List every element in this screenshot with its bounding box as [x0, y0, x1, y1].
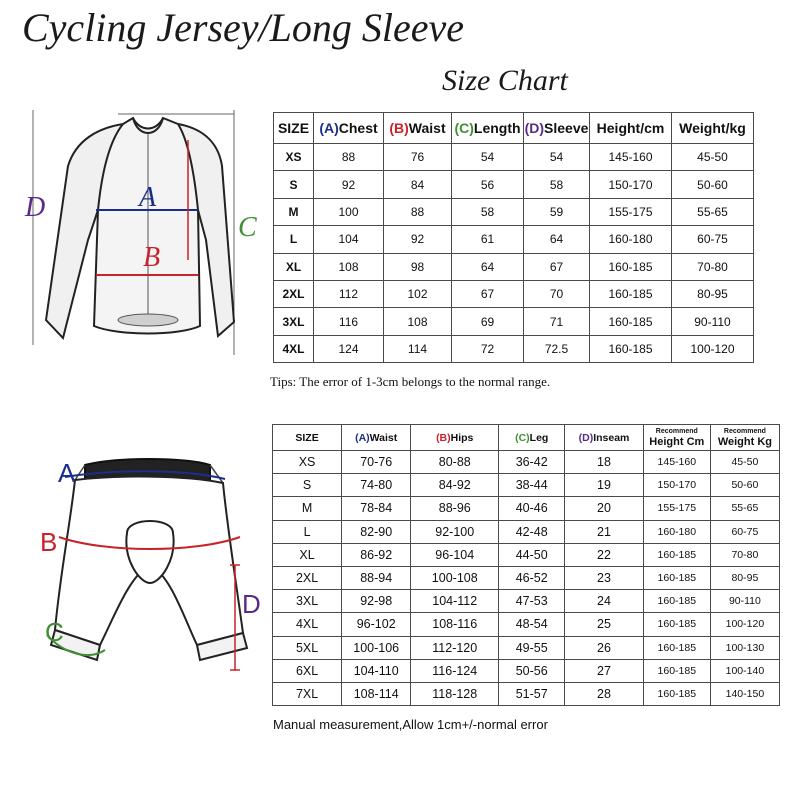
table-cell: 160-185: [643, 659, 710, 682]
table-cell: 5XL: [273, 636, 342, 659]
table-cell: 114: [384, 335, 452, 362]
table-cell: 160-185: [643, 682, 710, 705]
table-cell: 48-54: [499, 613, 565, 636]
table-cell: 84: [384, 171, 452, 198]
table-cell: 21: [565, 520, 644, 543]
table-cell: L: [273, 520, 342, 543]
table-row: [274, 280, 754, 307]
table-cell: 108: [314, 253, 384, 280]
table-cell: 50-60: [672, 171, 754, 198]
table-row: [273, 474, 780, 497]
table-cell: 60-75: [672, 226, 754, 253]
table-cell: 44-50: [499, 543, 565, 566]
header-size: SIZE: [274, 113, 314, 144]
table-cell: 42-48: [499, 520, 565, 543]
table-cell: 100-120: [672, 335, 754, 362]
jersey-label-c: C: [238, 212, 257, 243]
table-header-row: [274, 113, 754, 144]
table-cell: 61: [452, 226, 524, 253]
table-cell: 84-92: [411, 474, 499, 497]
table-cell: 20: [565, 497, 644, 520]
table-cell: 59: [524, 198, 590, 225]
shorts-size-table: [272, 424, 780, 706]
shorts-label-c: C: [45, 617, 64, 647]
table-cell: 160-185: [590, 253, 672, 280]
table-row: [273, 613, 780, 636]
table-cell: 22: [565, 543, 644, 566]
size-chart-subtitle: Size Chart: [442, 64, 568, 97]
table-cell: 55-65: [672, 198, 754, 225]
table-cell: 90-110: [672, 308, 754, 335]
header-size: SIZE: [273, 425, 342, 451]
table-cell: 104-110: [342, 659, 411, 682]
table-cell: 108-114: [342, 682, 411, 705]
table-cell: 50-56: [499, 659, 565, 682]
table-cell: XL: [274, 253, 314, 280]
table-row: [274, 198, 754, 225]
tips-text: Tips: The error of 1-3cm belongs to the normal range.: [270, 374, 551, 389]
table-cell: 82-90: [342, 520, 411, 543]
table-cell: 160-185: [590, 280, 672, 307]
table-cell: 92-100: [411, 520, 499, 543]
header-inseam: (D)Inseam: [565, 425, 644, 451]
table-cell: 100-120: [710, 613, 779, 636]
jersey-size-table: [273, 112, 754, 363]
table-cell: 80-95: [672, 280, 754, 307]
table-cell: 24: [565, 590, 644, 613]
header-waist: (B)Waist: [384, 113, 452, 144]
shorts-drawing: [45, 455, 275, 685]
table-cell: 55-65: [710, 497, 779, 520]
table-header-row: [273, 425, 780, 451]
table-cell: 18: [565, 451, 644, 474]
table-cell: 36-42: [499, 451, 565, 474]
table-cell: 160-185: [643, 613, 710, 636]
table-cell: 86-92: [342, 543, 411, 566]
table-cell: 70-76: [342, 451, 411, 474]
table-cell: 78-84: [342, 497, 411, 520]
table-cell: 88: [314, 144, 384, 171]
table-cell: 100: [314, 198, 384, 225]
table-cell: 90-110: [710, 590, 779, 613]
table-cell: 71: [524, 308, 590, 335]
table-cell: 4XL: [273, 613, 342, 636]
table-cell: 160-185: [643, 590, 710, 613]
table-cell: 60-75: [710, 520, 779, 543]
table-row: [273, 451, 780, 474]
table-row: [274, 253, 754, 280]
table-row: [273, 682, 780, 705]
table-cell: 150-170: [643, 474, 710, 497]
table-cell: 64: [524, 226, 590, 253]
table-cell: 116: [314, 308, 384, 335]
table-cell: 28: [565, 682, 644, 705]
table-cell: 50-60: [710, 474, 779, 497]
table-cell: 80-95: [710, 566, 779, 589]
table-cell: 26: [565, 636, 644, 659]
table-cell: 58: [524, 171, 590, 198]
table-row: [274, 308, 754, 335]
table-cell: 80-88: [411, 451, 499, 474]
table-cell: 40-46: [499, 497, 565, 520]
table-cell: 6XL: [273, 659, 342, 682]
table-cell: 100-106: [342, 636, 411, 659]
table-cell: 45-50: [672, 144, 754, 171]
table-cell: 7XL: [273, 682, 342, 705]
table-cell: XL: [273, 543, 342, 566]
table-cell: 160-185: [590, 308, 672, 335]
header-rec-weight: Recommend Weight Kg: [710, 425, 779, 451]
table-cell: 150-170: [590, 171, 672, 198]
table-cell: 92: [384, 226, 452, 253]
table-cell: 3XL: [273, 590, 342, 613]
table-cell: XS: [273, 451, 342, 474]
header-hips: (B)Hips: [411, 425, 499, 451]
table-row: [274, 226, 754, 253]
table-row: [273, 636, 780, 659]
shorts-label-b: B: [40, 527, 58, 557]
table-cell: 145-160: [590, 144, 672, 171]
jersey-label-b: B: [143, 242, 161, 273]
table-row: [274, 335, 754, 362]
shorts-illustration: [45, 455, 275, 685]
table-cell: 96-104: [411, 543, 499, 566]
table-cell: 72: [452, 335, 524, 362]
table-cell: 70-80: [672, 253, 754, 280]
table-cell: 49-55: [499, 636, 565, 659]
table-cell: 70-80: [710, 543, 779, 566]
header-leg: (C)Leg: [499, 425, 565, 451]
table-cell: 92: [314, 171, 384, 198]
table-cell: 70: [524, 280, 590, 307]
table-cell: 69: [452, 308, 524, 335]
table-cell: 160-180: [590, 226, 672, 253]
table-cell: 47-53: [499, 590, 565, 613]
table-cell: 104: [314, 226, 384, 253]
table-row: [273, 659, 780, 682]
header-weight: Weight/kg: [672, 113, 754, 144]
header-rec-height: Recommend Height Cm: [643, 425, 710, 451]
table-cell: 19: [565, 474, 644, 497]
table-cell: 155-175: [590, 198, 672, 225]
table-cell: 88-96: [411, 497, 499, 520]
table-cell: 25: [565, 613, 644, 636]
table-cell: 74-80: [342, 474, 411, 497]
table-cell: 96-102: [342, 613, 411, 636]
table-cell: S: [273, 474, 342, 497]
table-cell: 160-185: [590, 335, 672, 362]
table-cell: 58: [452, 198, 524, 225]
header-length: (C)Length: [452, 113, 524, 144]
table-row: [273, 520, 780, 543]
table-cell: 27: [565, 659, 644, 682]
table-cell: 155-175: [643, 497, 710, 520]
jersey-label-a: A: [139, 182, 157, 213]
table-row: [273, 566, 780, 589]
table-cell: 56: [452, 171, 524, 198]
table-cell: 54: [452, 144, 524, 171]
table-cell: 76: [384, 144, 452, 171]
table-cell: L: [274, 226, 314, 253]
table-cell: 3XL: [274, 308, 314, 335]
table-cell: 88: [384, 198, 452, 225]
table-cell: 108-116: [411, 613, 499, 636]
table-cell: 100-130: [710, 636, 779, 659]
measurement-note: Manual measurement,Allow 1cm+/-normal error: [273, 717, 548, 732]
table-cell: 46-52: [499, 566, 565, 589]
table-cell: 160-180: [643, 520, 710, 543]
table-cell: 160-185: [643, 566, 710, 589]
table-row: [273, 497, 780, 520]
table-cell: 145-160: [643, 451, 710, 474]
table-cell: 64: [452, 253, 524, 280]
table-row: [273, 590, 780, 613]
table-cell: M: [274, 198, 314, 225]
table-cell: 108: [384, 308, 452, 335]
jersey-illustration: [28, 110, 263, 355]
table-cell: 67: [452, 280, 524, 307]
header-waist: (A)Waist: [342, 425, 411, 451]
table-cell: 160-185: [643, 543, 710, 566]
table-cell: 45-50: [710, 451, 779, 474]
table-cell: XS: [274, 144, 314, 171]
table-cell: 38-44: [499, 474, 565, 497]
page-title: Cycling Jersey/Long Sleeve: [22, 5, 465, 50]
table-cell: 54: [524, 144, 590, 171]
table-cell: 140-150: [710, 682, 779, 705]
table-cell: 112-120: [411, 636, 499, 659]
table-cell: 112: [314, 280, 384, 307]
table-cell: 104-112: [411, 590, 499, 613]
table-cell: 67: [524, 253, 590, 280]
table-cell: 160-185: [643, 636, 710, 659]
table-cell: M: [273, 497, 342, 520]
table-cell: 2XL: [274, 280, 314, 307]
table-row: [274, 171, 754, 198]
table-cell: 23: [565, 566, 644, 589]
table-cell: 118-128: [411, 682, 499, 705]
jersey-label-d: D: [25, 192, 46, 223]
table-cell: 51-57: [499, 682, 565, 705]
jersey-drawing: [28, 110, 263, 355]
table-cell: S: [274, 171, 314, 198]
header-height: Height/cm: [590, 113, 672, 144]
table-cell: 98: [384, 253, 452, 280]
header-sleeve: (D)Sleeve: [524, 113, 590, 144]
shorts-label-a: A: [58, 458, 76, 488]
shorts-label-d: D: [242, 589, 261, 619]
table-cell: 4XL: [274, 335, 314, 362]
table-row: [274, 144, 754, 171]
table-cell: 72.5: [524, 335, 590, 362]
table-cell: 100-108: [411, 566, 499, 589]
table-cell: 124: [314, 335, 384, 362]
table-cell: 92-98: [342, 590, 411, 613]
table-cell: 100-140: [710, 659, 779, 682]
table-row: [273, 543, 780, 566]
table-cell: 2XL: [273, 566, 342, 589]
table-cell: 116-124: [411, 659, 499, 682]
table-cell: 102: [384, 280, 452, 307]
table-cell: 88-94: [342, 566, 411, 589]
header-chest: (A)Chest: [314, 113, 384, 144]
